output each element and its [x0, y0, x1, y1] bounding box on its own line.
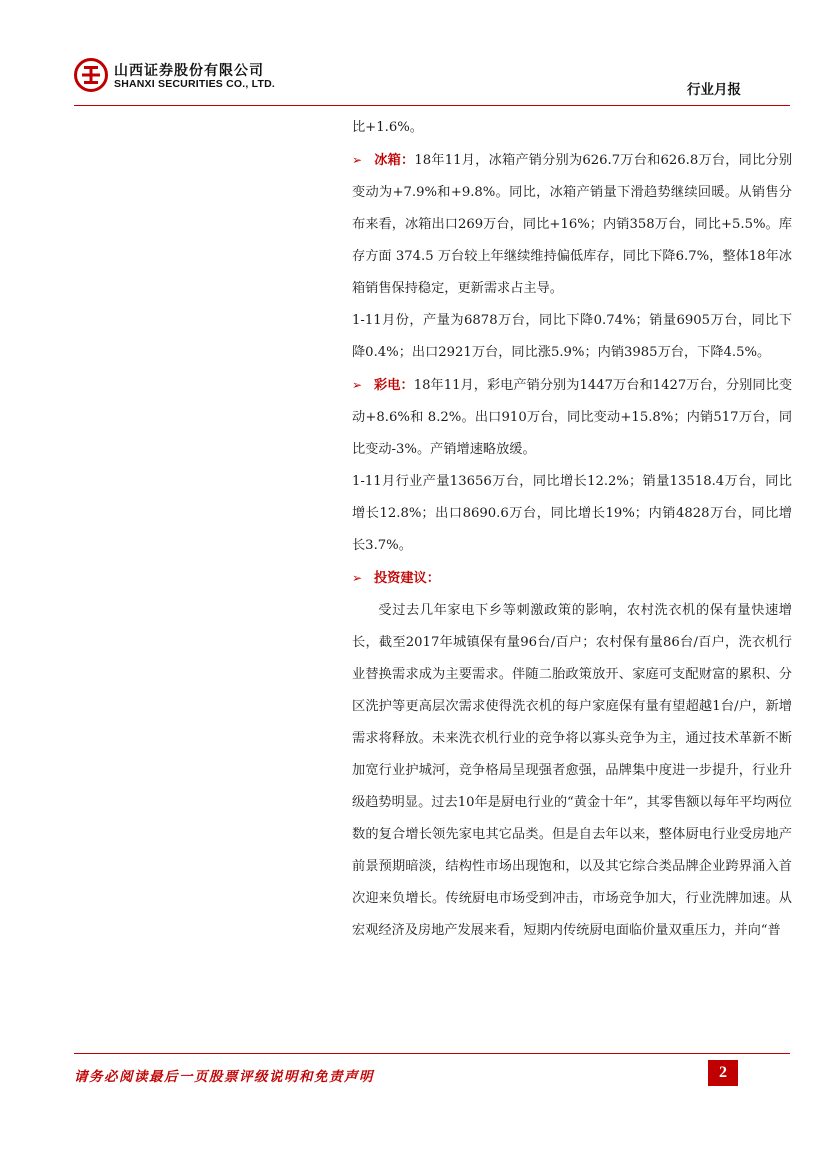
tv-text: 18年11月，彩电产销分别为1447万台和1427万台，分别同比变动+8.6%和 8.2%。出口910万台，同比变动+15.8%；内销517万台，同比变动-3%。产销增速略放缓。 [352, 378, 793, 457]
footer-divider [74, 1053, 790, 1054]
paragraph-continuation: 比+1.6%。 [352, 120, 423, 135]
page-number: 2 [708, 1060, 738, 1086]
investment-heading [352, 562, 792, 595]
tv-section [352, 369, 792, 466]
header-divider [74, 105, 790, 106]
investment-keyword: 投资建议： [374, 571, 440, 586]
company-name-en: SHANXI SECURITIES CO., LTD. [114, 78, 275, 90]
company-name-cn: 山西证券股份有限公司 [114, 63, 264, 79]
shanxi-securities-logo-icon [74, 58, 108, 92]
fridge-text: 18年11月，冰箱产销分别为626.7万台和626.8万台，同比分别变动为+7.9%和+9.8%。同比，冰箱产销量下滑趋势继续回暖。从销售分布来看，冰箱出口269万台，同比+16%；内销358万台，同比+5.5%。库存方面 374.5 万台较上年继续维持偏低库存，同比下降6.7%，整体18年冰箱销售保持稳定，更新需求占主导。 [352, 153, 793, 296]
tv-keyword: 彩电： [374, 378, 414, 393]
main-content [352, 112, 792, 947]
tv-ytd-paragraph: 1-11月行业产量13656万台，同比增长12.2%；销量13518.4万台，同比增长12.8%；出口8690.6万台，同比增长19%；内销4828万台，同比增长3.7%。 [352, 474, 792, 553]
fridge-keyword: 冰箱： [374, 153, 415, 168]
fridge-section [352, 144, 792, 305]
disclaimer-text: 请务必阅读最后一页股票评级说明和免责声明 [74, 1069, 374, 1085]
report-type-label: 行业月报 [687, 82, 741, 98]
bullet-arrow-icon: ➢ [352, 153, 363, 167]
page-header [0, 0, 827, 110]
fridge-ytd-paragraph: 1-11月份，产量为6878万台，同比下降0.74%；销量6905万台，同比下降0.4%；出口2921万台，同比涨5.9%；内销3985万台，下降4.5%。 [352, 313, 792, 360]
investment-paragraph: 受过去几年家电下乡等刺激政策的影响，农村洗衣机的保有量快速增长，截至2017年城镇保有量96台/百户；农村保有量86台/百户，洗衣机行业替换需求成为主要需求。伴随二胎政策放开、家庭可支配财富的累积、分区洗护等更高层次需求使得洗衣机的每户家庭保有量有望超越1台/户，新增需求将释放。未来洗衣机行业的竞争将以寡头竞争为主，通过技术革新不断加宽行业护城河，竞争格局呈现强者愈强，品牌集中度进一步提升，行业升级趋势明显。过去10年是厨电行业的“黄金十年”，其零售额以每年平均两位数的复合增长领先家电其它品类。但是自去年以来，整体厨电行业受房地产前景预期暗淡，结构性市场出现饱和，以及其它综合类品牌企业跨界涌入首次迎来负增长。传统厨电市场受到冲击，市场竞争加大，行业洗牌加速。从宏观经济及房地产发展来看，短期内传统厨电面临价量双重压力，并向“普 [352, 603, 792, 938]
bullet-arrow-icon: ➢ [352, 571, 363, 585]
bullet-arrow-icon: ➢ [352, 378, 363, 392]
